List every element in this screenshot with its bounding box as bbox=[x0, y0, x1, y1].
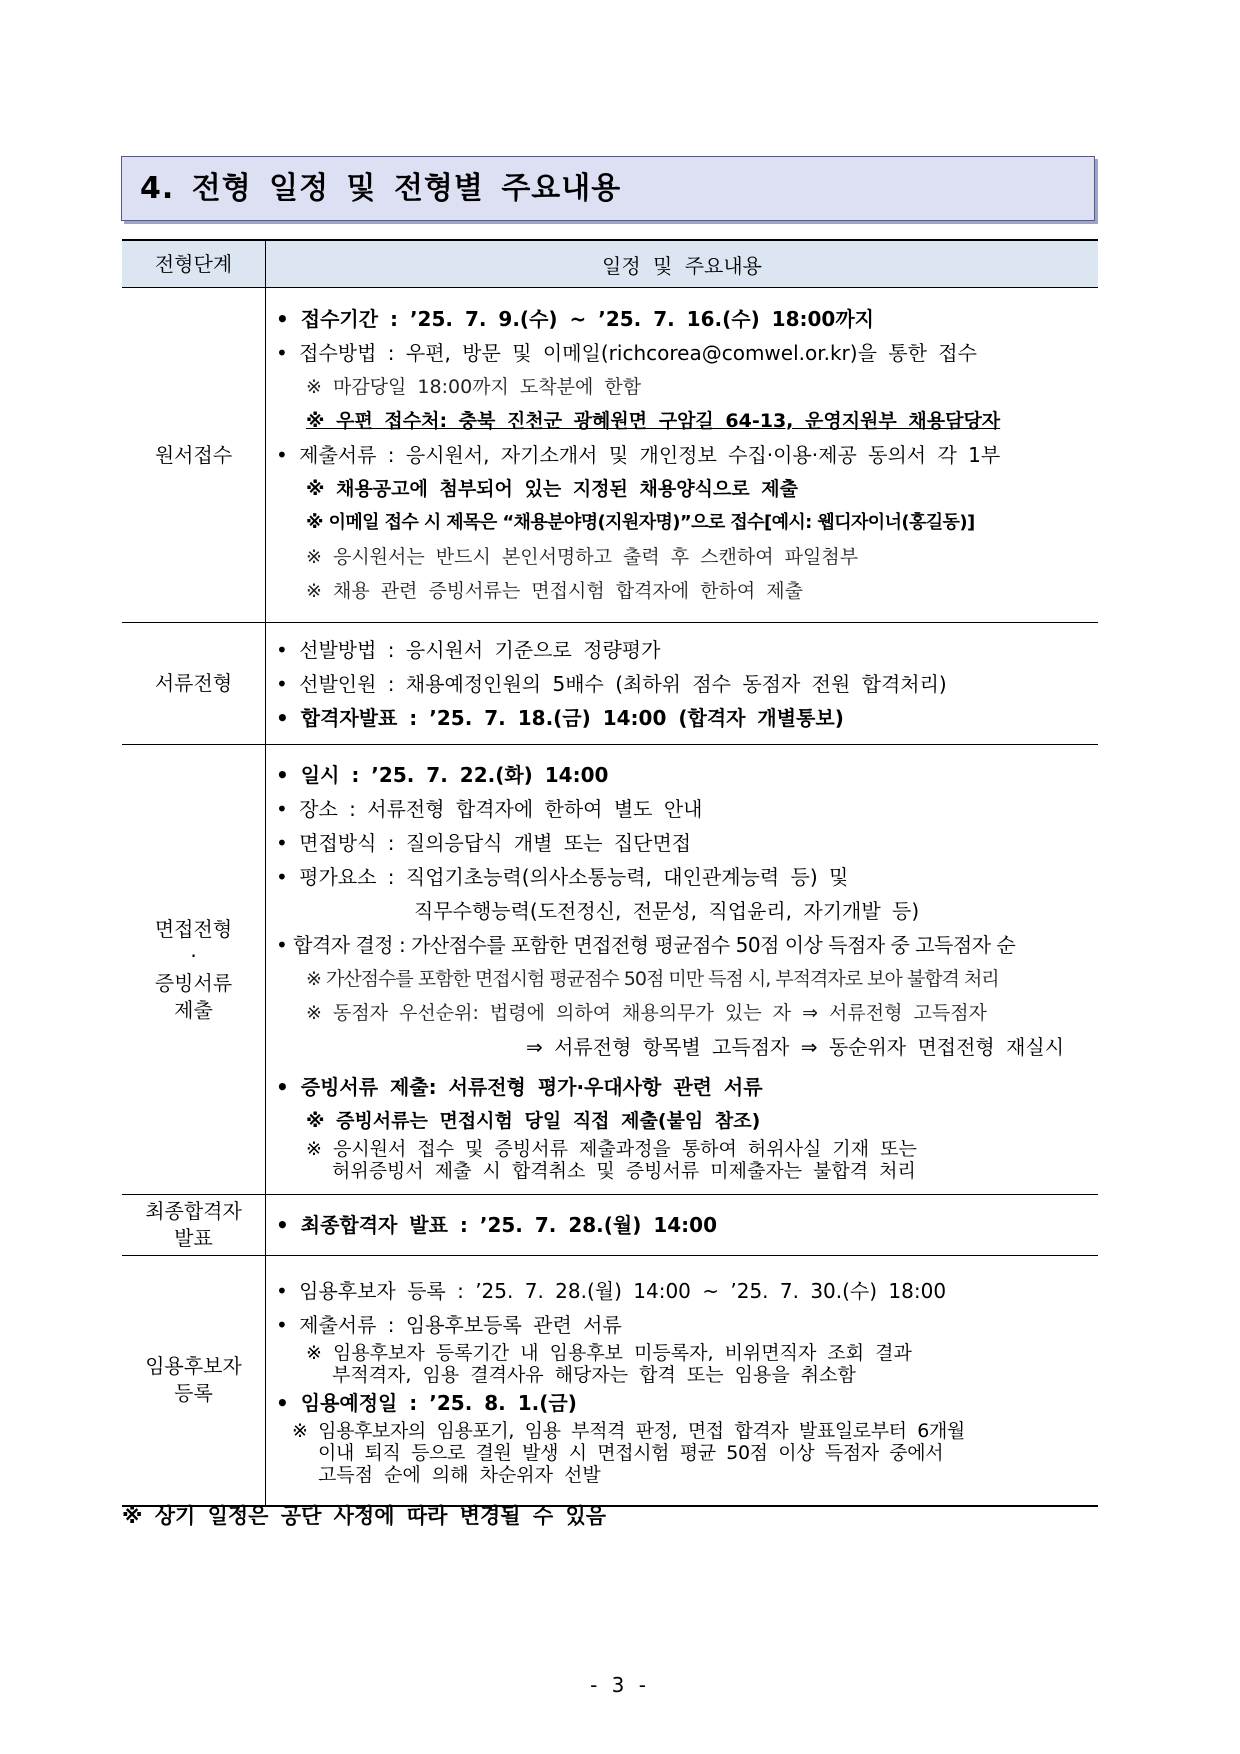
list-item: • 합격자발표 : ’25. 7. 18.(금) 14:00 (합격자 개별통보) bbox=[276, 705, 844, 730]
section-title: 4. 전형 일정 및 전형별 주요내용 bbox=[121, 156, 1095, 221]
stage-label-line: 면접전형 bbox=[154, 916, 233, 941]
stage-cell bbox=[122, 1195, 266, 1256]
note-item: ※ 증빙서류는 면접시험 당일 직접 제출(붙임 참조) bbox=[306, 1109, 761, 1132]
note-item: ※ 우편 접수처: 충북 진천군 광혜원면 구암길 64-13, 운영지원부 채용담당자 bbox=[306, 410, 1001, 432]
note-item-continued: 허위증빙서 제출 시 합격취소 및 증빙서류 미제출자는 불합격 처리 bbox=[332, 1159, 916, 1182]
note-item-continued: 부적격자, 임용 결격사유 해당자는 합격 또는 임용을 취소함 bbox=[332, 1364, 856, 1387]
stage-label-line: · bbox=[190, 943, 197, 968]
list-item: • 선발방법 : 응시원서 기준으로 정량평가 bbox=[276, 637, 661, 662]
stage-cell: 서류전형 bbox=[122, 623, 266, 745]
list-item: • 선발인원 : 채용예정인원의 5배수 (최하위 점수 동점자 전원 합격처리) bbox=[276, 671, 947, 696]
list-item: • 제출서류 : 임용후보등록 관련 서류 bbox=[276, 1313, 622, 1338]
table-row bbox=[122, 288, 1098, 623]
note-item: ※ 임용후보자 등록기간 내 임용후보 미등록자, 비위면직자 조회 결과 bbox=[306, 1342, 912, 1365]
table-row bbox=[122, 745, 1098, 1195]
list-item: • 합격자 결정 : 가산점수를 포함한 면접전형 평균점수 50점 이상 득점자 중 고득점자 순 bbox=[276, 932, 1016, 957]
table-row bbox=[122, 1195, 1098, 1256]
table-header-row bbox=[122, 240, 1098, 288]
stage-label-line: 등록 bbox=[174, 1381, 213, 1406]
list-item: • 접수기간 : ’25. 7. 9.(수) ~ ’25. 7. 16.(수) 18:00까지 bbox=[276, 307, 874, 331]
stage-cell: 원서접수 bbox=[122, 288, 266, 623]
note-item: ※ 마감당일 18:00까지 도착분에 한함 bbox=[306, 376, 642, 398]
stage-label-line: 제출 bbox=[174, 997, 213, 1022]
note-item: ※ 이메일 접수 시 제목은 “채용분야명(지원자명)”으로 접수[예시: 웹디자이너(홍길동)] bbox=[306, 512, 975, 533]
list-item: • 평가요소 : 직업기초능력(의사소통능력, 대인관계능력 등) 및 bbox=[276, 864, 849, 889]
header-stage: 전형단계 bbox=[122, 240, 266, 288]
note-item: ※ 응시원서는 반드시 본인서명하고 출력 후 스캔하여 파일첨부 bbox=[306, 546, 859, 568]
stage-label-line: 임용후보자 bbox=[145, 1354, 242, 1379]
stage-cell bbox=[122, 745, 266, 1195]
list-item: • 임용예정일 : ’25. 8. 1.(금) bbox=[276, 1391, 577, 1416]
list-item: • 일시 : ’25. 7. 22.(화) 14:00 bbox=[276, 762, 609, 787]
note-item-continued: 이내 퇴직 등으로 결원 발생 시 면접시험 평균 50점 이상 득점자 중에서 bbox=[318, 1442, 944, 1465]
stage-label-line: 증빙서류 bbox=[154, 970, 233, 995]
schedule-table bbox=[122, 239, 1098, 1507]
content-cell bbox=[266, 288, 1099, 623]
header-content: 일정 및 주요내용 bbox=[266, 240, 1099, 288]
note-item-continued: 고득점 순에 의해 차순위자 선발 bbox=[318, 1464, 601, 1487]
list-item: • 임용후보자 등록 : ’25. 7. 28.(월) 14:00 ~ ’25. 7. 30.(수) 18:00 bbox=[276, 1279, 947, 1304]
list-item: • 증빙서류 제출: 서류전형 평가·우대사항 관련 서류 bbox=[276, 1074, 763, 1099]
stage-cell bbox=[122, 1256, 266, 1506]
note-item: ※ 채용 관련 증빙서류는 면접시험 합격자에 한하여 제출 bbox=[306, 580, 803, 602]
content-cell bbox=[266, 1195, 1099, 1256]
table-row bbox=[122, 1256, 1098, 1506]
table-row bbox=[122, 623, 1098, 745]
list-item: • 면접방식 : 질의응답식 개별 또는 집단면접 bbox=[276, 830, 692, 855]
footnote: ※ 상기 일정은 공단 사정에 따라 변경될 수 있음 bbox=[122, 1504, 607, 1528]
note-item: ※ 임용후보자의 임용포기, 임용 부적격 판정, 면접 합격자 발표일로부터 6개월 bbox=[292, 1420, 965, 1443]
list-item: • 접수방법 : 우편, 방문 및 이메일(richcorea@comwel.or.kr)을 통한 접수 bbox=[276, 341, 977, 365]
stage-label-line: 발표 bbox=[174, 1226, 213, 1250]
note-item: ※ 응시원서 접수 및 증빙서류 제출과정을 통하여 허위사실 기재 또는 bbox=[306, 1137, 917, 1160]
content-cell bbox=[266, 623, 1099, 745]
list-item: • 장소 : 서류전형 합격자에 한하여 별도 안내 bbox=[276, 796, 703, 821]
stage-label-line: 최종합격자 bbox=[145, 1199, 242, 1223]
list-item-continued: 직무수행능력(도전정신, 전문성, 직업윤리, 자기개발 등) bbox=[414, 898, 920, 923]
page-number: - 3 - bbox=[590, 1673, 650, 1697]
content-cell bbox=[266, 1256, 1099, 1506]
note-item-continued: ⇒ 서류전형 항목별 고득점자 ⇒ 동순위자 면접전형 재실시 bbox=[526, 1034, 1065, 1059]
note-item: ※ 채용공고에 첨부되어 있는 지정된 채용양식으로 제출 bbox=[306, 478, 798, 500]
content-cell bbox=[266, 745, 1099, 1195]
note-item: ※ 가산점수를 포함한 면접시험 평균점수 50점 미만 득점 시, 부적격자로 보아 불합격 처리 bbox=[306, 967, 999, 990]
list-item: • 최종합격자 발표 : ’25. 7. 28.(월) 14:00 bbox=[276, 1213, 717, 1237]
list-item: • 제출서류 : 응시원서, 자기소개서 및 개인정보 수집·이용·제공 동의서 각 1부 bbox=[276, 443, 1001, 467]
note-item: ※ 동점자 우선순위: 법령에 의하여 채용의무가 있는 자 ⇒ 서류전형 고득점자 bbox=[306, 1001, 987, 1024]
